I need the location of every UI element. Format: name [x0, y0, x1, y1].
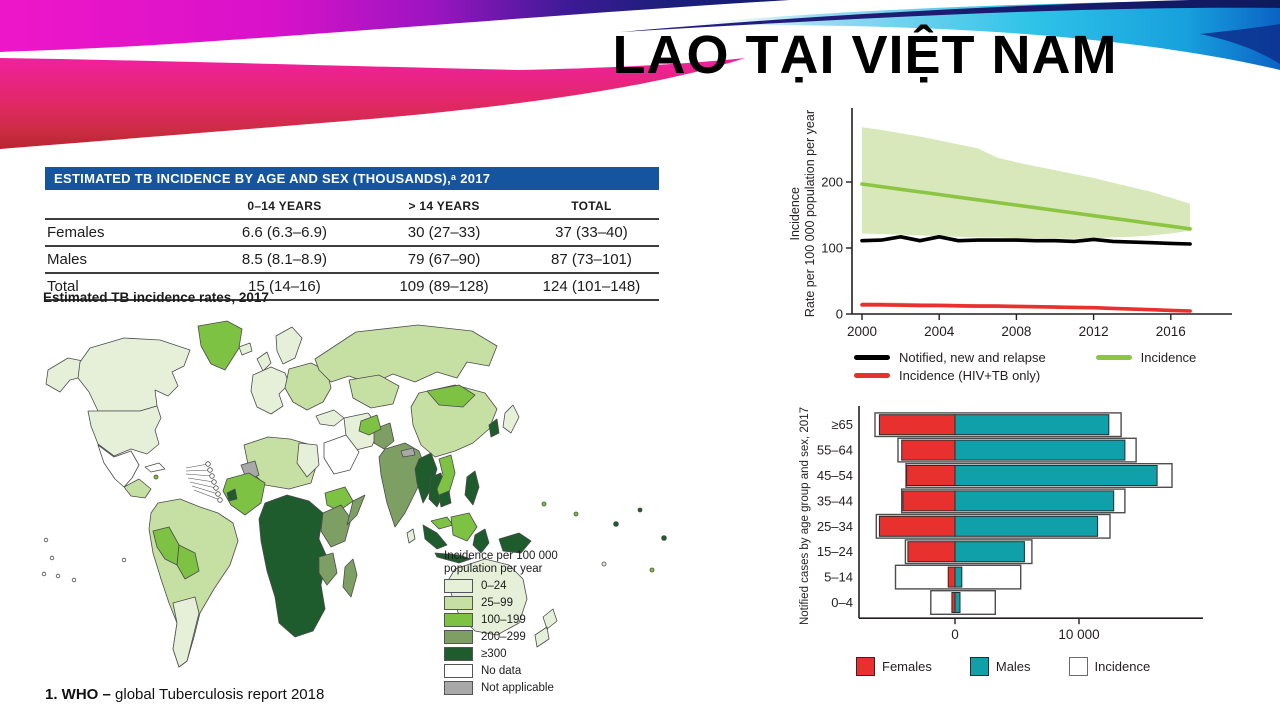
svg-text:0: 0 [835, 306, 843, 322]
col-header-blank [45, 195, 205, 219]
region-south-america [149, 499, 238, 667]
col-header-0-14: 0–14 YEARS [205, 195, 365, 219]
row-label: Females [45, 219, 205, 246]
svg-text:100: 100 [821, 240, 843, 256]
legend-item: 25–99 [444, 596, 558, 610]
legend-box-swatch [970, 657, 989, 676]
legend-swatch [444, 579, 473, 593]
legend-item: Males [970, 657, 1031, 676]
svg-text:2016: 2016 [1155, 324, 1186, 339]
region-iceland [239, 343, 252, 355]
tb-incidence-data-table [45, 195, 659, 301]
svg-text:25–34: 25–34 [816, 518, 853, 534]
region-greenland [198, 321, 242, 370]
region-central-southern-africa [259, 495, 327, 637]
legend-item: 0–24 [444, 579, 558, 593]
legend-item: Notified, new and relapse [854, 349, 1092, 366]
svg-text:2004: 2004 [924, 324, 955, 339]
line-chart-legend [854, 348, 1254, 384]
region-canada [78, 338, 190, 411]
legend-line-swatch [1096, 355, 1132, 360]
cell: 8.5 (8.1–8.9) [205, 246, 365, 273]
map-title: Estimated TB incidence rates, 2017 [43, 290, 269, 305]
citation-number: 1. WHO – [45, 686, 111, 703]
cell: 30 (27–33) [364, 219, 524, 246]
svg-text:45–54: 45–54 [816, 468, 853, 483]
bar-chart-y-axis-label: Notified cases by age group and sex, 2017 [799, 407, 811, 626]
map-legend [444, 550, 558, 695]
legend-box-swatch [1069, 657, 1088, 676]
legend-swatch [444, 664, 473, 678]
tb-incidence-table [45, 167, 659, 301]
legend-line-swatch [854, 355, 890, 360]
svg-text:0–4: 0–4 [831, 595, 853, 610]
bar-chart-plot [813, 404, 1228, 649]
row-label: Males [45, 246, 205, 273]
legend-item: No data [444, 664, 558, 678]
world-map [28, 318, 690, 680]
legend-item: ≥300 [444, 647, 558, 661]
table-row [45, 246, 659, 273]
legend-item: Not applicable [444, 681, 558, 695]
cell: 79 (67–90) [364, 246, 524, 273]
region-east-africa [321, 505, 351, 547]
region-scandinavia [276, 327, 302, 364]
svg-text:2008: 2008 [1001, 324, 1032, 339]
region-malaysia [431, 517, 453, 529]
cell: 124 (101–148) [524, 273, 659, 300]
legend-item: Incidence [1069, 657, 1151, 676]
svg-text:200: 200 [821, 174, 843, 190]
table-row [45, 219, 659, 246]
region-japan [503, 405, 519, 433]
row-label: Total [45, 273, 205, 300]
region-sumatra [423, 525, 447, 549]
svg-text:2000: 2000 [846, 324, 878, 339]
col-header-total: TOTAL [524, 195, 659, 219]
svg-text:5–14: 5–14 [824, 569, 853, 585]
map-legend-title: Incidence per 100 000 population per year [444, 550, 558, 575]
col-header-over-14: > 14 YEARS [364, 195, 524, 219]
legend-item: Incidence [1096, 349, 1197, 366]
svg-text:≥65: ≥65 [831, 417, 853, 433]
region-borneo [451, 513, 477, 541]
svg-text:10 000: 10 000 [1058, 627, 1100, 643]
line-chart-plot [818, 104, 1248, 344]
legend-line-swatch [854, 373, 890, 378]
legend-swatch [444, 596, 473, 610]
svg-text:15–24: 15–24 [816, 544, 853, 560]
page-title: LAO TẠI VIỆT NAM [612, 25, 1118, 85]
citation-text: global Tuberculosis report 2018 [110, 686, 325, 703]
legend-item: 100–199 [444, 613, 558, 627]
region-madagascar [343, 559, 357, 597]
cell: 15 (14–16) [205, 273, 365, 300]
svg-text:2012: 2012 [1078, 324, 1109, 339]
region-west-europe [251, 367, 289, 414]
legend-swatch [444, 681, 473, 695]
region-turkey [316, 410, 344, 426]
region-philippines [465, 471, 479, 505]
bar-chart-legend [856, 657, 1280, 676]
svg-text:0: 0 [951, 627, 959, 643]
notified-cases-chart [798, 404, 1280, 676]
region-russia [315, 325, 497, 384]
incidence-trend-chart [788, 104, 1280, 384]
source-citation [45, 686, 324, 703]
region-central-asia [349, 375, 399, 408]
cell: 109 (89–128) [364, 273, 524, 300]
line-chart-y-axis-label: Incidence Rate per 100 000 population per year [788, 110, 817, 318]
legend-swatch [444, 647, 473, 661]
table-header-row [45, 195, 659, 219]
world-map-figure [28, 318, 690, 694]
svg-text:55–64: 55–64 [816, 442, 853, 458]
legend-item: 200–299 [444, 630, 558, 644]
legend-item: Females [856, 657, 932, 676]
svg-text:35–44: 35–44 [816, 493, 853, 509]
region-cuba [145, 463, 165, 472]
table-title-bar: ESTIMATED TB INCIDENCE BY AGE AND SEX (THOUSANDS),ᵃ 2017 [45, 167, 659, 190]
legend-box-swatch [856, 657, 875, 676]
cell: 37 (33–40) [524, 219, 659, 246]
region-sri-lanka [407, 529, 415, 543]
cell: 6.6 (6.3–6.9) [205, 219, 365, 246]
cell: 87 (73–101) [524, 246, 659, 273]
legend-swatch [444, 613, 473, 627]
legend-item: Incidence (HIV+TB only) [854, 367, 1040, 384]
legend-swatch [444, 630, 473, 644]
